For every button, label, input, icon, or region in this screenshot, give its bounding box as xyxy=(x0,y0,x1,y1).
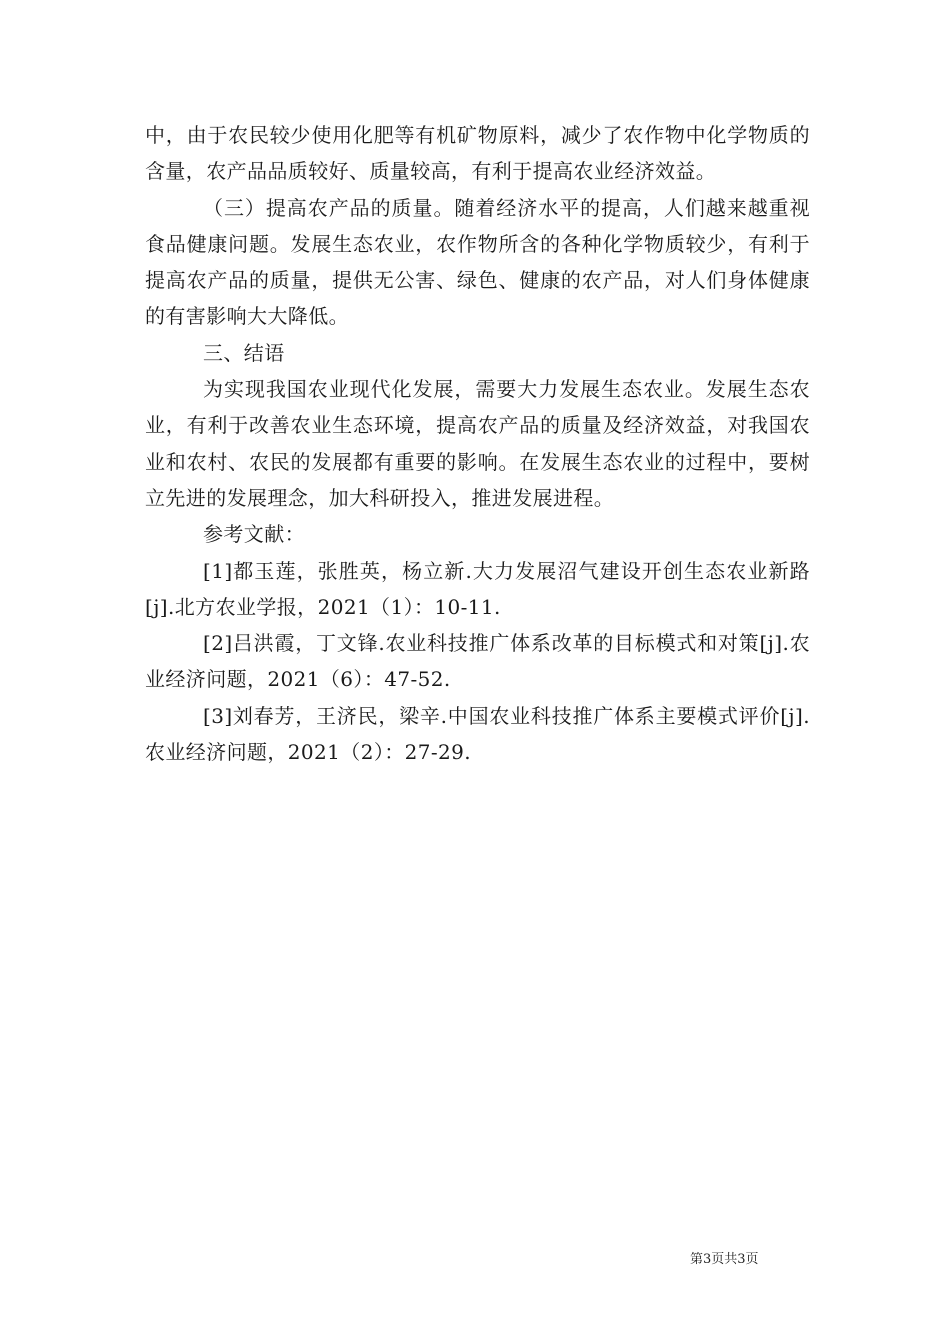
page-number-footer: 第3页共3页 xyxy=(690,1252,759,1267)
reference-item-3: [3]刘春芳，王济民，梁辛.中国农业科技推广体系主要模式评价[j].农业经济问题，2021（2）：27-29. xyxy=(145,703,810,765)
paragraph-continuation: 中，由于农民较少使用化肥等有机矿物原料，减少了农作物中化学物质的含量，农产品品质较好、质量较高，有利于提高农业经济效益。 xyxy=(145,123,810,184)
paragraph-product-quality: （三）提高农产品的质量。随着经济水平的提高，人们越来越重视食品健康问题。发展生态农业，农作物所含的各种化学物质较少，有利于提高农产品的质量，提供无公害、绿色、健康的农产品，对人们身体健康的有害影响大大降低。 xyxy=(145,195,810,329)
reference-item-1: [1]都玉莲，张胜英，杨立新.大力发展沼气建设开创生态农业新路[j].北方农业学报，2021（1）：10-11. xyxy=(145,558,810,619)
section-heading-conclusion: 三、结语 xyxy=(203,340,285,365)
reference-item-2: [2]吕洪霞，丁文锋.农业科技推广体系改革的目标模式和对策[j].农业经济问题，2021（6）：47-52. xyxy=(145,631,810,692)
paragraph-conclusion: 为实现我国农业现代化发展，需要大力发展生态农业。发展生态农业，有利于改善农业生态环境，提高农产品的质量及经济效益，对我国农业和农村、农民的发展都有重要的影响。在发展生态农业的过程中，要树立先进的发展理念，加大科研投入，推进发展进程。 xyxy=(145,377,810,510)
document-body xyxy=(145,117,810,770)
references-heading: 参考文献： xyxy=(203,522,305,547)
